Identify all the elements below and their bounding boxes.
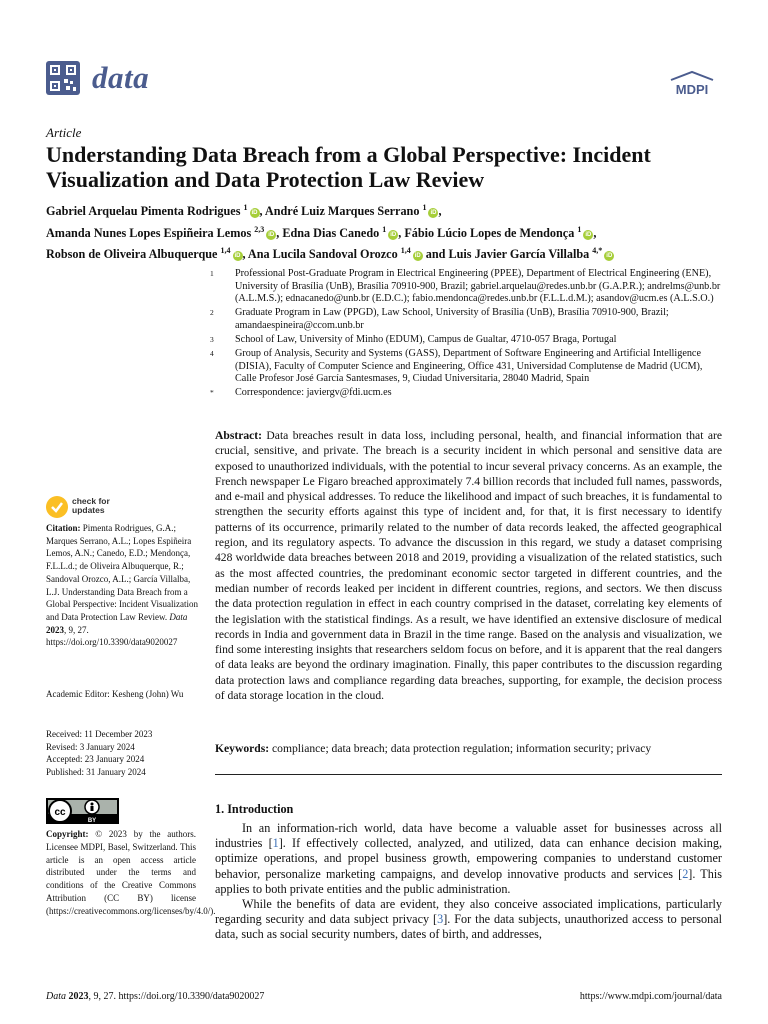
affiliations [206,268,726,401]
author-name: Amanda Nunes Lopes Espiñeira Lemos [46,225,252,240]
reference-link[interactable]: 1 [272,836,279,851]
orcid-icon[interactable]: iD [430,210,437,216]
publisher-name: MDPI [675,82,709,97]
author-name: Gabriel Arquelau Pimenta Rodrigues [46,204,241,218]
citation: Citation: Pimenta Rodrigues, G.A.; Marques Serrano, A.L.; Lopes Espiñeira Lemos, A.N.; Canedo, E.D.; Mendonça, F.L.L.d.; de Oliveira Albuquerque, R.; Sandoval Orozco, A.L.; García Villalba, L.J. Understanding Data Breach from a Global Perspective: Incident Visualization and Data Protection Law Review. Data 2023, 9, 27. https://doi.org/10.3390/data9020027 [46,523,199,648]
author-affiliation: 1 [577,224,582,234]
page-title: Understanding Data Breach from a Global Perspective: Incident Visualization and Data Protection Law Review [46,142,651,192]
academic-editor: Academic Editor: Kesheng (John) Wu [46,689,184,699]
keywords [215,741,722,756]
article-type: Article [46,125,82,140]
author-list: Gabriel Arquelau Pimenta Rodrigues $^1$iD , André Luiz Marques Serrano $^1$iD , Amanda Nunes Lopes Espiñeira Lemos $^{2,3}$iD , Edna Dias Canedo $^1$iD , Fábio Lúcio Lopes de Mendonça $^1$iD , Robson de Oliveira Albuquerque $^{1,4}$iD , Ana Lucila Sandoval Orozco $^{1,4}$iD and Luis Javier García Villalba $^{4,*}$iD [46,203,613,261]
footer-citation: Data 2023, 9, 27. https://doi.org/10.3390/data9020027 [46,991,265,1002]
body-text [215,821,722,943]
keywords-label: Keywords: [215,742,270,755]
author-name: Ana Lucila Sandoval Orozco [247,247,398,261]
copyright: Copyright: © 2023 by the authors. Licensee MDPI, Basel, Switzerland. This article is an open access article distributed under the terms and conditions of the Creative Commons Attribution (CC BY) license (https://creativecommons.org/licenses/by/4.0/). [46,829,216,916]
published-date: Published: 31 January 2024 [46,767,146,778]
author-affiliation: 4,* [592,246,603,255]
orcid-icon[interactable]: iD [234,253,241,259]
received-date: Received: 11 December 2023 [46,729,153,739]
accepted-date: Accepted: 23 January 2024 [46,754,145,765]
dates [46,728,202,779]
author-affiliation: 1 [382,224,387,234]
abstract-text: Data breaches result in data loss, including personal, health, and financial information that are crucial, sensitive, and private. The breach is a security incident in which personal and sensitive data are exposed to unauthorized individuals, with the potential to incur several privacy concerns. As an example, the French newspaper Le Figaro breached approximately 7.4 billion records that included full names, passwords, and e-mail and physical addresses. To reduce the likelihood and impact of such breaches, it is fundamental to strengthen the security efforts against this type of incident and, for that, it is first necessary to identify patterns of its occurrence, primarily related to the number of data records leaked, the affected geographical region, and its regulatory aspects. To advance the discussion in this regard, we study a dataset comprising 428 worldwide data breaches between 2018 and 2019, providing a visualization of the related statistics, such as the most affected countries, the predominant economic sector targeted in different countries, and the median number of records leaked per incident in different countries, regions, and sectors. We then discuss the data protection regulation in effect in each country comprised in the dataset, correlating key elements of the legislation with the statistical findings. As a result, we have identified an extensive disclosure of medical records in India and government data in Brazil in the time range. Based on the analysis and visualization, we find some interesting insights that researchers seldom focus on before, and it is apparent that the real dangers of data leaks are beyond the ordinary imagination. Finally, this paper contributes to the discussion regarding data protection laws and compliance regarding data breaches, supporting, for example, the decision process of data storage location in the cloud. [215,429,722,703]
journal-logo-icon [46,61,80,95]
divider [215,774,722,775]
orcid-icon[interactable]: iD [390,231,397,238]
section-heading: 1. Introduction [215,802,294,816]
paragraph: While the benefits of data are evident, they also conceive associated implications, particularly regarding security and data subject privacy [3]. For the data subjects, unauthorized access to personal data, such as social security numbers, dates of birth, and addresses, [215,897,722,942]
correspondence: * Correspondence: javiergv@fdi.ucm.es [210,387,392,399]
revised-date: Revised: 3 January 2024 [46,741,135,752]
svg-text:cc: cc [54,807,66,818]
affiliation-item: 2 Graduate Program in Law (PPGD), Law School, University of Brasília (UnB), Brasília 70910-900, Brazil; amandaespineira@ccom.unb.br [210,307,669,331]
mdpi-logo [665,70,719,98]
footer-journal-url[interactable]: https://www.mdpi.com/journal/data [579,991,722,1002]
author-affiliation: 1,4 [220,246,231,255]
check-for-updates-button[interactable] [46,495,166,519]
affiliation-item: 4 Group of Analysis, Security and Systems (GASS), Department of Software Engineering and Artificial Intelligence (DISIA), Faculty of Computer Science and Engineering, Office 431, Universidad Complutense de Madrid (UCM), Calle Profesor José García Santesmases, 9, Ciudad Universitaria, 28040 Madrid, Spain [210,348,703,385]
abstract [215,428,722,703]
check-updates-icon [46,496,68,518]
check-updates-line2: updates [72,505,105,515]
reference-link[interactable]: 2 [682,866,689,881]
abstract-label: Abstract: [215,429,263,442]
author-name: Robson de Oliveira Albuquerque [46,247,218,261]
author-name: André Luiz Marques Serrano [264,204,420,218]
author-name: Luis Javier García Villalba [448,247,590,261]
author-affiliation: 1 [243,203,248,212]
author-affiliation: 1,4 [400,246,411,255]
reference-link[interactable]: 3 [437,912,444,927]
orcid-icon[interactable]: iD [414,253,421,259]
author-name: Fábio Lúcio Lopes de Mendonça [404,225,575,240]
keywords-text: compliance; data breach; data protection regulation; information security; privacy [269,742,652,755]
author-name: Edna Dias Canedo [282,225,380,240]
author-affiliation: 1 [422,203,427,212]
orcid-icon[interactable]: iD [251,210,258,216]
cc-by-license-icon[interactable] [46,798,119,824]
paragraph: In an information-rich world, data have become a valuable asset for businesses across all industries [1]. If effectively collected, analyzed, and utilized, data can enhance decision making, optimize operations, and propel business growth, empowering companies to understand customer behavior, personalize marketing campaigns, and develop innovative products and services [2]. This applies to both private entities and the public administration. [215,821,722,896]
license-badge-text: BY [87,818,97,824]
orcid-icon[interactable]: iD [606,253,613,259]
orcid-icon[interactable]: iD [268,231,275,238]
check-updates-line1: check for [72,496,110,506]
affiliation-item: 3 School of Law, University of Minho (EDUM), Campus de Gualtar, 4710-057 Braga, Portugal [210,333,617,345]
orcid-icon[interactable]: iD [585,231,592,238]
affiliation-item: 1 Professional Post-Graduate Program in Electrical Engineering (PPEE), Department of Electrical Engineering (ENE), University of Brasília (UnB), Brasília 70910-900, Brazil; gabriel.arquelau@redes.unb.br (G.A.P.R.); andrelms@unb.br (A.L.M.S.); ednacanedo@unb.br (E.D.C.); fabio.mendonca@redes.unb.br (F.L.L.d.M.); asandov@ucm.es (A.L.S.O.) [210,268,721,305]
author-affiliation: 2,3 [254,224,265,234]
journal-name: data [92,60,150,95]
